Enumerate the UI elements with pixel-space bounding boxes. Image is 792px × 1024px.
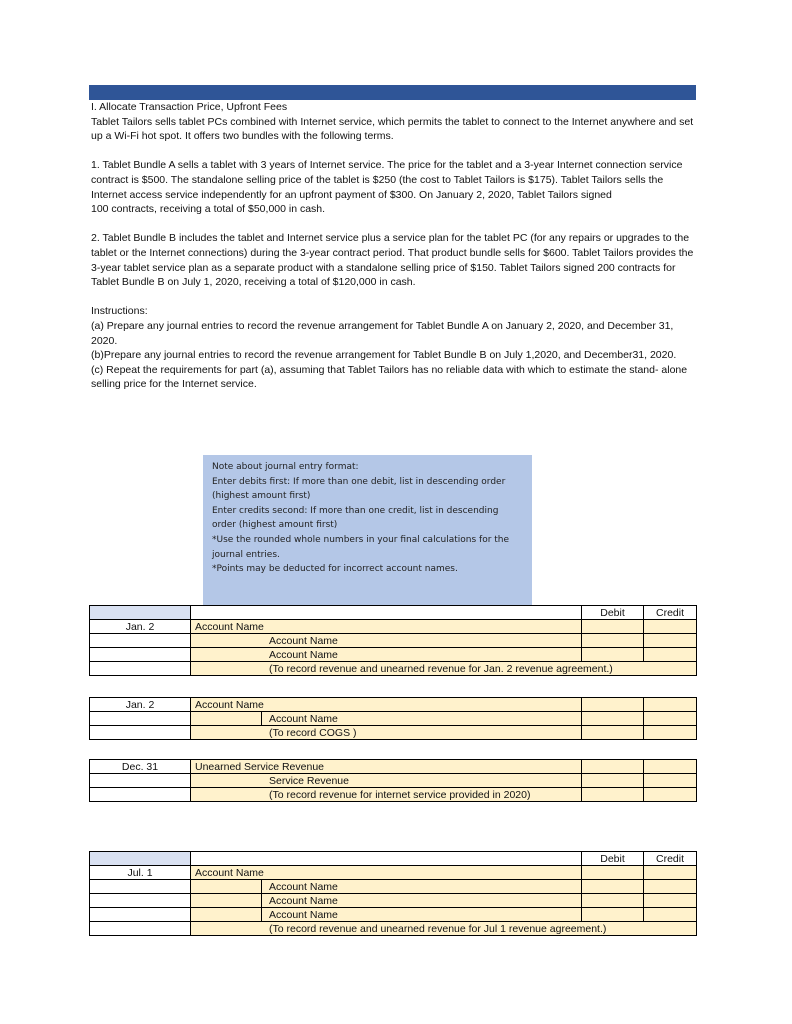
table-row — [90, 894, 697, 908]
debit-input[interactable] — [582, 908, 644, 922]
entry-date: Dec. 31 — [90, 760, 191, 774]
credit-input[interactable] — [644, 648, 697, 662]
header-account-cell — [191, 606, 582, 620]
account-name-input[interactable]: Service Revenue — [191, 774, 582, 788]
bundle-a-text-2: 100 contracts, receiving a total of $50,000 in cash. — [91, 203, 326, 216]
credit-input[interactable] — [644, 726, 697, 740]
problem-text — [91, 100, 697, 392]
account-name-input[interactable]: Account Name — [191, 698, 582, 712]
table-row — [90, 634, 697, 648]
table-row — [90, 726, 697, 740]
journal-table-jan2-cogs — [89, 697, 697, 740]
date-cell — [90, 922, 191, 936]
debit-input[interactable] — [582, 760, 644, 774]
account-name-input[interactable]: Account Name — [191, 620, 582, 634]
table-header-row — [90, 606, 697, 620]
table-row — [90, 866, 697, 880]
header-account-cell — [191, 852, 582, 866]
account-name-input[interactable]: Unearned Service Revenue — [191, 760, 582, 774]
note-line: Enter debits first: If more than one debit, list in descending order (highest amount first) — [212, 476, 509, 502]
account-name-text: Account Name — [269, 894, 338, 907]
note-line: *Use the rounded whole numbers in your final calculations for the journal entries. — [212, 534, 512, 560]
date-cell — [90, 662, 191, 676]
account-name-input[interactable]: Account Name — [191, 634, 582, 648]
header-date-cell — [90, 852, 191, 866]
date-cell — [90, 894, 191, 908]
date-cell — [90, 908, 191, 922]
note-line: Note about journal entry format: — [212, 462, 359, 472]
debit-input[interactable] — [582, 880, 644, 894]
debit-input[interactable] — [582, 648, 644, 662]
table-row — [90, 620, 697, 634]
problem-intro: Tablet Tailors sells tablet PCs combined with Internet service, which permits the tablet to connect to the Internet anywhere and set up a Wi-Fi hot spot. It offers two bundles with the following terms. — [91, 115, 694, 143]
debit-input[interactable] — [582, 774, 644, 788]
note-line: *Points may be deducted for incorrect account names. — [212, 564, 458, 575]
journal-table-jan2-revenue — [89, 605, 697, 676]
date-cell — [90, 774, 191, 788]
account-name-input[interactable] — [191, 894, 582, 908]
table-row — [90, 662, 697, 676]
bundle-a-text: 1. Tablet Bundle A sells a tablet with 3 years of Internet service. The price for the tablet and a 3-year Internet connection service contract is $500. The standalone selling price of the tablet is $250 (the cost to Tablet Tailors is $175). Tablet Tailors sells the Internet access service independently for an upfront payment of $300. On January 2, 2020, Tablet Tailors signed — [91, 159, 683, 201]
credit-input[interactable] — [644, 760, 697, 774]
credit-input[interactable] — [644, 634, 697, 648]
entry-date: Jan. 2 — [90, 620, 191, 634]
account-name-text: Account Name — [269, 908, 338, 921]
journal-format-note — [203, 455, 532, 610]
bundle-b-text: 2. Tablet Bundle B includes the tablet and Internet service plus a service plan for the tablet PC (for any repairs or upgrades to the tablet or the Internet connections) during the 3-year contract period. That product bundle sells for $600. Tablet Tailors provides the 3-year tablet service plan as a separate product with a standalone selling price of $150. Tablet Tailors signed 200 contracts for Tablet Bundle B on July 1, 2020, receiving a total of $120,000 in cash. — [91, 232, 694, 289]
credit-input[interactable] — [644, 774, 697, 788]
account-name-input[interactable]: Account Name — [191, 866, 582, 880]
credit-input[interactable] — [644, 866, 697, 880]
debit-input[interactable] — [582, 634, 644, 648]
credit-input[interactable] — [644, 788, 697, 802]
account-name-text: Account Name — [269, 712, 338, 725]
account-name-input[interactable] — [191, 880, 582, 894]
entry-memo: (To record revenue for internet service provided in 2020) — [191, 788, 582, 802]
table-row — [90, 760, 697, 774]
date-cell — [90, 634, 191, 648]
table-row — [90, 908, 697, 922]
table-row — [90, 774, 697, 788]
header-debit: Debit — [582, 852, 644, 866]
instruction-a: (a) Prepare any journal entries to record the revenue arrangement for Tablet Bundle A on January 2, 2020, and December 31, 2020. — [91, 319, 674, 347]
journal-table-dec31 — [89, 759, 697, 802]
header-credit: Credit — [644, 606, 697, 620]
date-cell — [90, 726, 191, 740]
date-cell — [90, 712, 191, 726]
account-name-input[interactable] — [191, 908, 582, 922]
table-row — [90, 698, 697, 712]
table-row — [90, 880, 697, 894]
note-line: Enter credits second: If more than one credit, list in descending order (highest amount first) — [212, 505, 502, 531]
debit-input[interactable] — [582, 712, 644, 726]
credit-input[interactable] — [644, 712, 697, 726]
credit-input[interactable] — [644, 908, 697, 922]
header-date-cell — [90, 606, 191, 620]
debit-input[interactable] — [582, 866, 644, 880]
instruction-c: (c) Repeat the requirements for part (a), assuming that Tablet Tailors has no reliable data with which to estimate the stand- alone selling price for the Internet service. — [91, 363, 688, 391]
account-name-input[interactable]: Account Name — [191, 648, 582, 662]
entry-memo: (To record revenue and unearned revenue for Jul 1 revenue agreement.) — [191, 922, 697, 936]
table-row — [90, 712, 697, 726]
instructions-heading: Instructions: — [91, 305, 148, 318]
debit-input[interactable] — [582, 726, 644, 740]
date-cell — [90, 880, 191, 894]
credit-input[interactable] — [644, 880, 697, 894]
debit-input[interactable] — [582, 620, 644, 634]
journal-table-jul1 — [89, 851, 697, 936]
date-cell — [90, 648, 191, 662]
account-name-text: Account Name — [269, 880, 338, 893]
credit-input[interactable] — [644, 620, 697, 634]
problem-title: I. Allocate Transaction Price, Upfront Fees — [91, 101, 288, 113]
table-row — [90, 922, 697, 936]
entry-date: Jul. 1 — [90, 866, 191, 880]
debit-input[interactable] — [582, 788, 644, 802]
credit-input[interactable] — [644, 894, 697, 908]
table-row — [90, 648, 697, 662]
debit-input[interactable] — [582, 894, 644, 908]
header-debit: Debit — [582, 606, 644, 620]
debit-input[interactable] — [582, 698, 644, 712]
entry-memo: (To record COGS ) — [191, 726, 582, 740]
header-credit: Credit — [644, 852, 697, 866]
table-header-row — [90, 852, 697, 866]
entry-memo: (To record revenue and unearned revenue for Jan. 2 revenue agreement.) — [191, 662, 697, 676]
instruction-b: (b)Prepare any journal entries to record the revenue arrangement for Tablet Bundle B on July 1,2020, and December31, 2020. — [91, 349, 677, 362]
entry-date: Jan. 2 — [90, 698, 191, 712]
account-name-input[interactable] — [191, 712, 582, 726]
table-row — [90, 788, 697, 802]
date-cell — [90, 788, 191, 802]
header-bar — [89, 85, 696, 100]
credit-input[interactable] — [644, 698, 697, 712]
